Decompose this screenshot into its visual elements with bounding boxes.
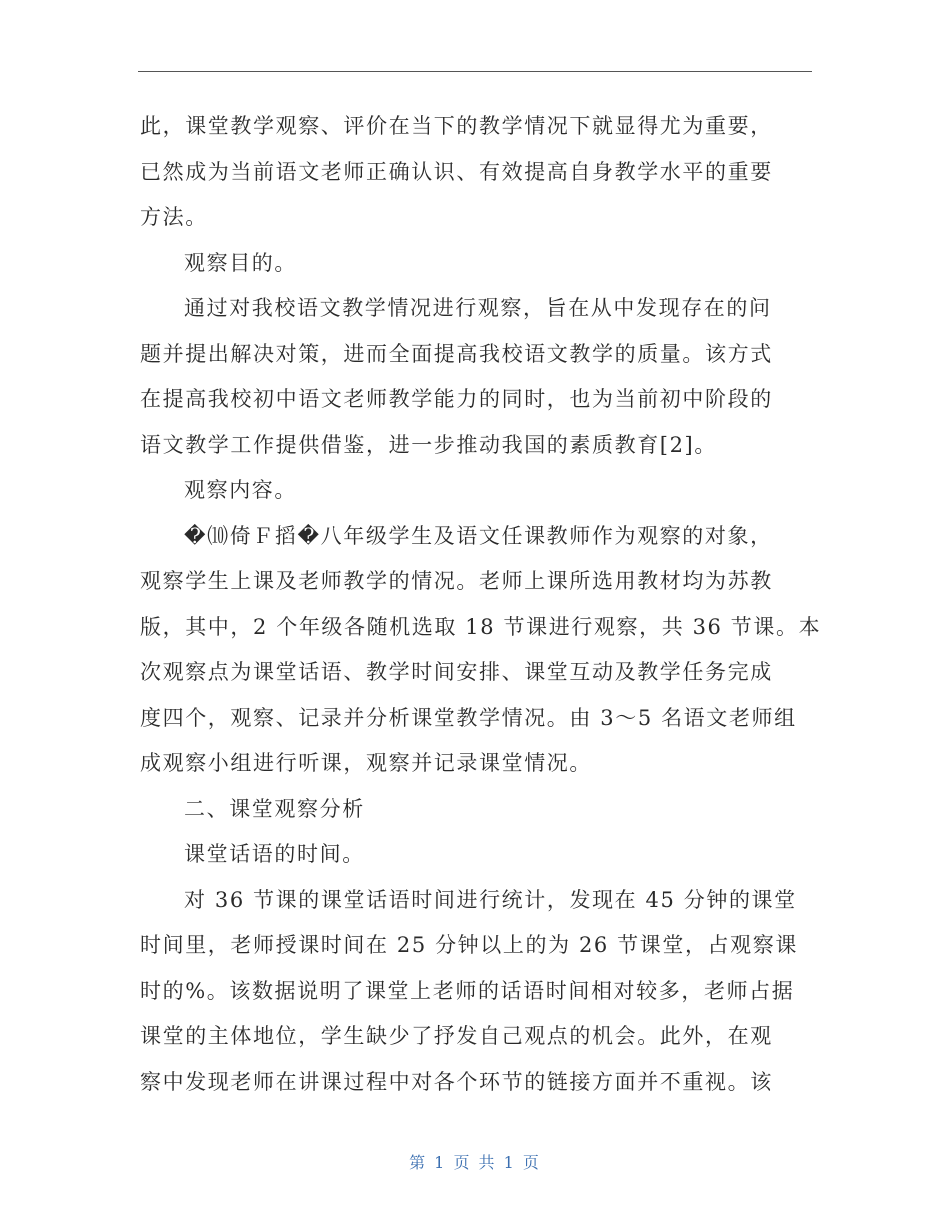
text-line: 题并提出解决对策，进而全面提高我校语文教学的质量。该方式 xyxy=(140,341,773,366)
header-rule xyxy=(138,71,812,72)
page-footer: 第 1 页 共 1 页 xyxy=(409,1153,541,1172)
text-line: 已然成为当前语文老师正确认识、有效提高自身教学水平的重要 xyxy=(140,159,773,184)
document-body xyxy=(140,104,822,1105)
text-line: 观察目的。 xyxy=(184,250,297,275)
text-line: 方法。 xyxy=(140,205,208,229)
text-line: 度四个，观察、记录并分析课堂教学情况。由 3～5 名语文老师组 xyxy=(140,705,797,730)
text-line: 对 36 节课的课堂话语时间进行统计，发现在 45 分钟的课堂 xyxy=(184,887,797,912)
text-line: 次观察点为课堂话语、教学时间安排、课堂互动及教学任务完成 xyxy=(140,660,773,684)
text-line: 通过对我校语文教学情况进行观察，旨在从中发现存在的问 xyxy=(184,296,772,320)
text-line: 此，课堂教学观察、评价在当下的教学情况下就显得尤为重要， xyxy=(140,114,773,138)
text-line: 在提高我校初中语文老师教学能力的同时，也为当前初中阶段的 xyxy=(140,387,773,411)
text-line: 语文教学工作提供借鉴，进一步推动我国的素质教育[2]。 xyxy=(140,432,717,457)
text-line: 课堂话语的时间。 xyxy=(184,842,365,866)
text-line: 时间里，老师授课时间在 25 分钟以上的为 26 节课堂，占观察课 xyxy=(140,933,798,957)
text-line: 观察学生上课及老师教学的情况。老师上课所选用教材均为苏教 xyxy=(140,569,773,593)
text-line: 察中发现老师在讲课过程中对各个环节的链接方面并不重视。该 xyxy=(140,1069,773,1094)
text-line: 版，其中，2 个年级各随机选取 18 节课进行观察，共 36 节课。本 xyxy=(140,614,822,639)
text-line: 时的%。该数据说明了课堂上老师的话语时间相对较多，老师占据 xyxy=(140,978,795,1003)
text-line: �⑽倚Ｆ搯�八年级学生及语文任课教师作为观察的对象， xyxy=(184,523,773,548)
text-line: 成观察小组进行听课，观察并记录课堂情况。 xyxy=(140,751,592,775)
text-line: 二、课堂观察分析 xyxy=(184,796,365,821)
text-line: 观察内容。 xyxy=(184,478,297,502)
text-line: 课堂的主体地位，学生缺少了抒发自己观点的机会。此外，在观 xyxy=(140,1024,773,1048)
